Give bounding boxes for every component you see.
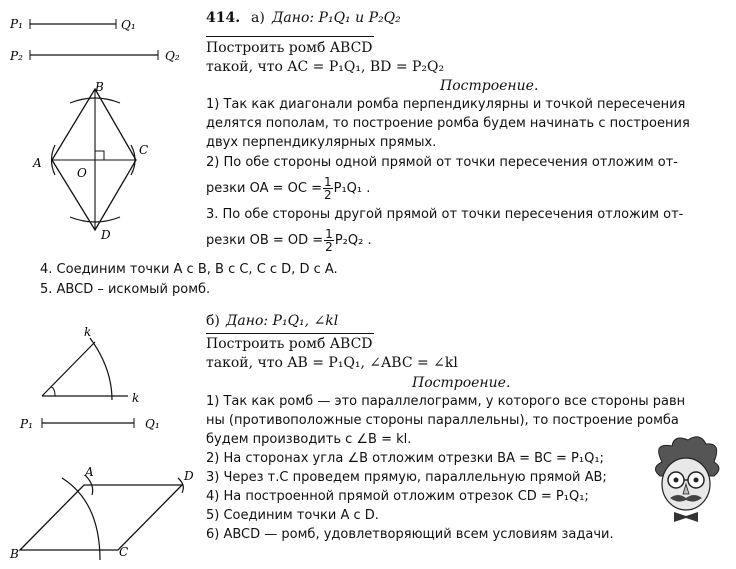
- step2-suffix: P₁Q₁ .: [333, 181, 371, 196]
- part-b-step5: 5) Соединим точки A с D.: [206, 508, 379, 523]
- figure-segments-a: [0, 0, 200, 75]
- figure-segment-b: [0, 410, 200, 440]
- part-a-step3-l1: 3. По обе стороны другой прямой от точки пересечения отложим от-: [206, 207, 684, 222]
- part-a-step1-l3: двух перпендикулярных прямых.: [206, 135, 437, 150]
- part-a-step2-l2: [206, 176, 370, 201]
- label-k-top: k: [84, 325, 92, 339]
- label-o: O: [77, 166, 87, 180]
- part-b-step3: 3) Через т.C проведем прямую, параллельную прямой AB;: [206, 470, 607, 485]
- part-a-step2-l1: 2) По обе стороны одной прямой от точки пересечения отложим от-: [206, 155, 678, 170]
- label-p1: P₁: [10, 17, 23, 31]
- figure-rhombus-b: [0, 460, 210, 569]
- part-b-construction-heading: Построение.: [412, 375, 511, 391]
- label-d: D: [101, 228, 111, 242]
- label2-c: C: [119, 545, 129, 559]
- step3-suffix: P₂Q₂ .: [334, 233, 372, 248]
- part-b-step1-l3: будем производить с ∠B = kl.: [206, 432, 412, 447]
- part-a-construct-2: такой, что AC = P₁Q₁, BD = P₂Q₂: [206, 59, 445, 75]
- part-b-step1-l1: 1) Так как ромб — это параллелограмм, у которого все стороны равн: [206, 394, 686, 409]
- problem-number: 414.: [206, 10, 241, 26]
- fraction-num: 1: [325, 227, 333, 241]
- angle-arc: [51, 387, 55, 396]
- label-k-right: k: [132, 391, 140, 405]
- part-b-given: Дано: P₁Q₁, ∠kl: [226, 313, 339, 329]
- label-p2: P₂: [10, 49, 23, 63]
- part-b-label: б): [206, 313, 220, 329]
- fraction-num: 1: [323, 175, 332, 189]
- compass-arc-b: [62, 478, 100, 560]
- part-a-step3-l2: [206, 228, 372, 253]
- part-a-construction-heading: Построение.: [440, 78, 539, 94]
- label2-b: B: [10, 547, 19, 561]
- fraction-half-2: [324, 228, 334, 253]
- fraction-half-1: [323, 176, 333, 201]
- label-a: A: [33, 156, 42, 170]
- part-b-step4: 4) На построенной прямой отложим отрезок CD = P₁Q₁;: [206, 489, 589, 504]
- part-a-label: а): [251, 10, 265, 26]
- compass-arc: [90, 338, 112, 400]
- part-b-construct-1: Построить ромб ABCD: [206, 336, 373, 352]
- part-b-step6: 6) ABCD — ромб, удовлетворяющий всем условиям задачи.: [206, 527, 614, 542]
- step3-prefix: резки OB = OD =: [206, 233, 324, 248]
- figure-rhombus-a: [0, 75, 200, 245]
- given-underline-b: [206, 333, 374, 334]
- fraction-den: 2: [325, 240, 333, 254]
- given-underline-a: [206, 36, 374, 37]
- label-b: B: [95, 80, 104, 94]
- label-q1: Q₁: [121, 18, 136, 32]
- part-a-given: Дано: P₁Q₁ и P₂Q₂: [272, 10, 401, 26]
- right-angle-mark: [95, 151, 104, 160]
- part-a-step5: 5. ABCD – искомый ромб.: [40, 282, 211, 297]
- figure-angle-kl: [0, 320, 200, 410]
- part-b-step1-l2: ны (противоположные стороны параллельны), то построение ромба: [206, 413, 679, 428]
- professor-mascot-icon: [644, 432, 728, 522]
- label-p1-b: P₁: [20, 417, 33, 431]
- ray-k-upper: [42, 342, 95, 396]
- label2-a: A: [85, 465, 94, 479]
- part-a-step4: 4. Соединим точки A с B, B с C, C с D, D с A.: [40, 262, 338, 277]
- label-c: C: [139, 143, 149, 157]
- part-b-step2: 2) На сторонах угла ∠B отложим отрезки BA = BC = P₁Q₁;: [206, 451, 604, 466]
- fraction-den: 2: [323, 188, 332, 202]
- step2-prefix: резки OA = OC =: [206, 181, 322, 196]
- label2-d: D: [184, 469, 194, 483]
- rhombus2-abcd: [20, 485, 182, 550]
- part-b-construct-2: такой, что AB = P₁Q₁, ∠ABC = ∠kl: [206, 355, 458, 371]
- label-q2: Q₂: [165, 49, 180, 63]
- label-q1-b: Q₁: [145, 417, 160, 431]
- part-a-step1-l2: делятся пополам, то построение ромба будем начинать с построения: [206, 116, 690, 131]
- part-a-step1-l1: 1) Так как диагонали ромба перпендикулярны и точкой пересечения: [206, 97, 686, 112]
- part-a-construct-1: Построить ромб ABCD: [206, 40, 373, 56]
